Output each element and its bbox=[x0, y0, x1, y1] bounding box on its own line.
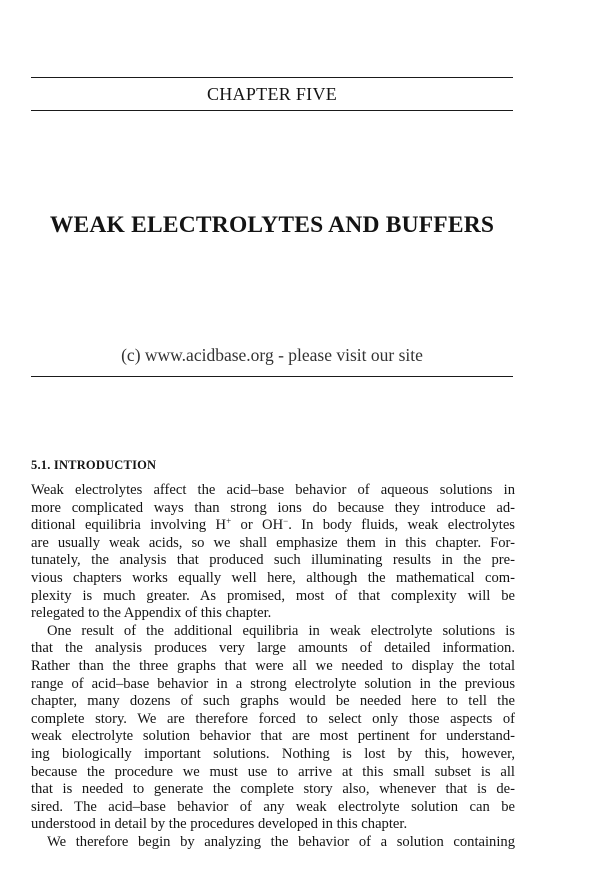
text-line: tunately, the analysis that produced such illuminating results in the pre- bbox=[31, 552, 515, 569]
text-line: are usually weak acids, so we shall emphasize them in this chapter. For- bbox=[31, 534, 515, 551]
section-heading: 5.1. INTRODUCTION bbox=[31, 458, 157, 472]
text-line: Weak electrolytes affect the acid–base behavior of aqueous solutions in bbox=[31, 482, 515, 498]
text-line: We therefore begin by analyzing the behavior of a solution containing bbox=[47, 833, 515, 850]
text-line: that is needed to generate the complete story also, whenever that is de- bbox=[31, 781, 515, 798]
text-line: One result of the additional equilibria in weak electrolyte solutions is bbox=[47, 622, 515, 639]
watermark-text: (c) www.acidbase.org - please visit our site bbox=[121, 345, 423, 365]
title-block-rule bbox=[31, 376, 513, 377]
text-line: chapter, many dozens of such graphs would be needed here to tell the bbox=[31, 693, 515, 710]
text-line: plexity is much greater. As promised, most of that complexity will be bbox=[31, 587, 515, 604]
text-line bbox=[31, 517, 515, 535]
header-rule-bottom bbox=[31, 110, 513, 111]
superscript-plus: + bbox=[226, 516, 232, 527]
text-line: relegated to the Appendix of this chapter. bbox=[31, 605, 272, 622]
text-line: ing biologically important solutions. Nothing is lost by this, however, bbox=[31, 745, 515, 762]
header-rule-top bbox=[31, 77, 513, 78]
text-line: more complicated ways than strong ions do because they introduce ad- bbox=[31, 499, 515, 516]
text-line: because the procedure we must use to arrive at this small subset is all bbox=[31, 763, 515, 780]
text-run: . In body fluids, weak electrolytes bbox=[288, 517, 515, 534]
text-line: complete story. We are therefore forced to select only those aspects of bbox=[31, 710, 515, 727]
text-line: that the analysis produces very large amounts of detailed information. bbox=[31, 640, 515, 657]
text-line: sired. The acid–base behavior of any weak electrolyte solution can be bbox=[31, 798, 515, 815]
text-line: weak electrolyte solution behavior that are most pertinent for understand- bbox=[31, 728, 515, 745]
text-line: range of acid–base behavior in a strong electrolyte solution in the previous bbox=[31, 675, 515, 692]
superscript-minus: − bbox=[283, 516, 289, 527]
text-run: ditional equilibria involving H bbox=[31, 517, 227, 534]
text-line: Rather than the three graphs that were all we needed to display the total bbox=[31, 657, 515, 674]
text-run: or OH bbox=[231, 517, 284, 534]
text-line: understood in detail by the procedures developed in this chapter. bbox=[31, 816, 408, 833]
text-line: vious chapters works equally well here, although the mathematical com- bbox=[31, 569, 515, 586]
chapter-label: CHAPTER FIVE bbox=[206, 84, 338, 104]
body-text bbox=[31, 482, 515, 851]
chapter-title: WEAK ELECTROLYTES AND BUFFERS bbox=[49, 212, 495, 238]
